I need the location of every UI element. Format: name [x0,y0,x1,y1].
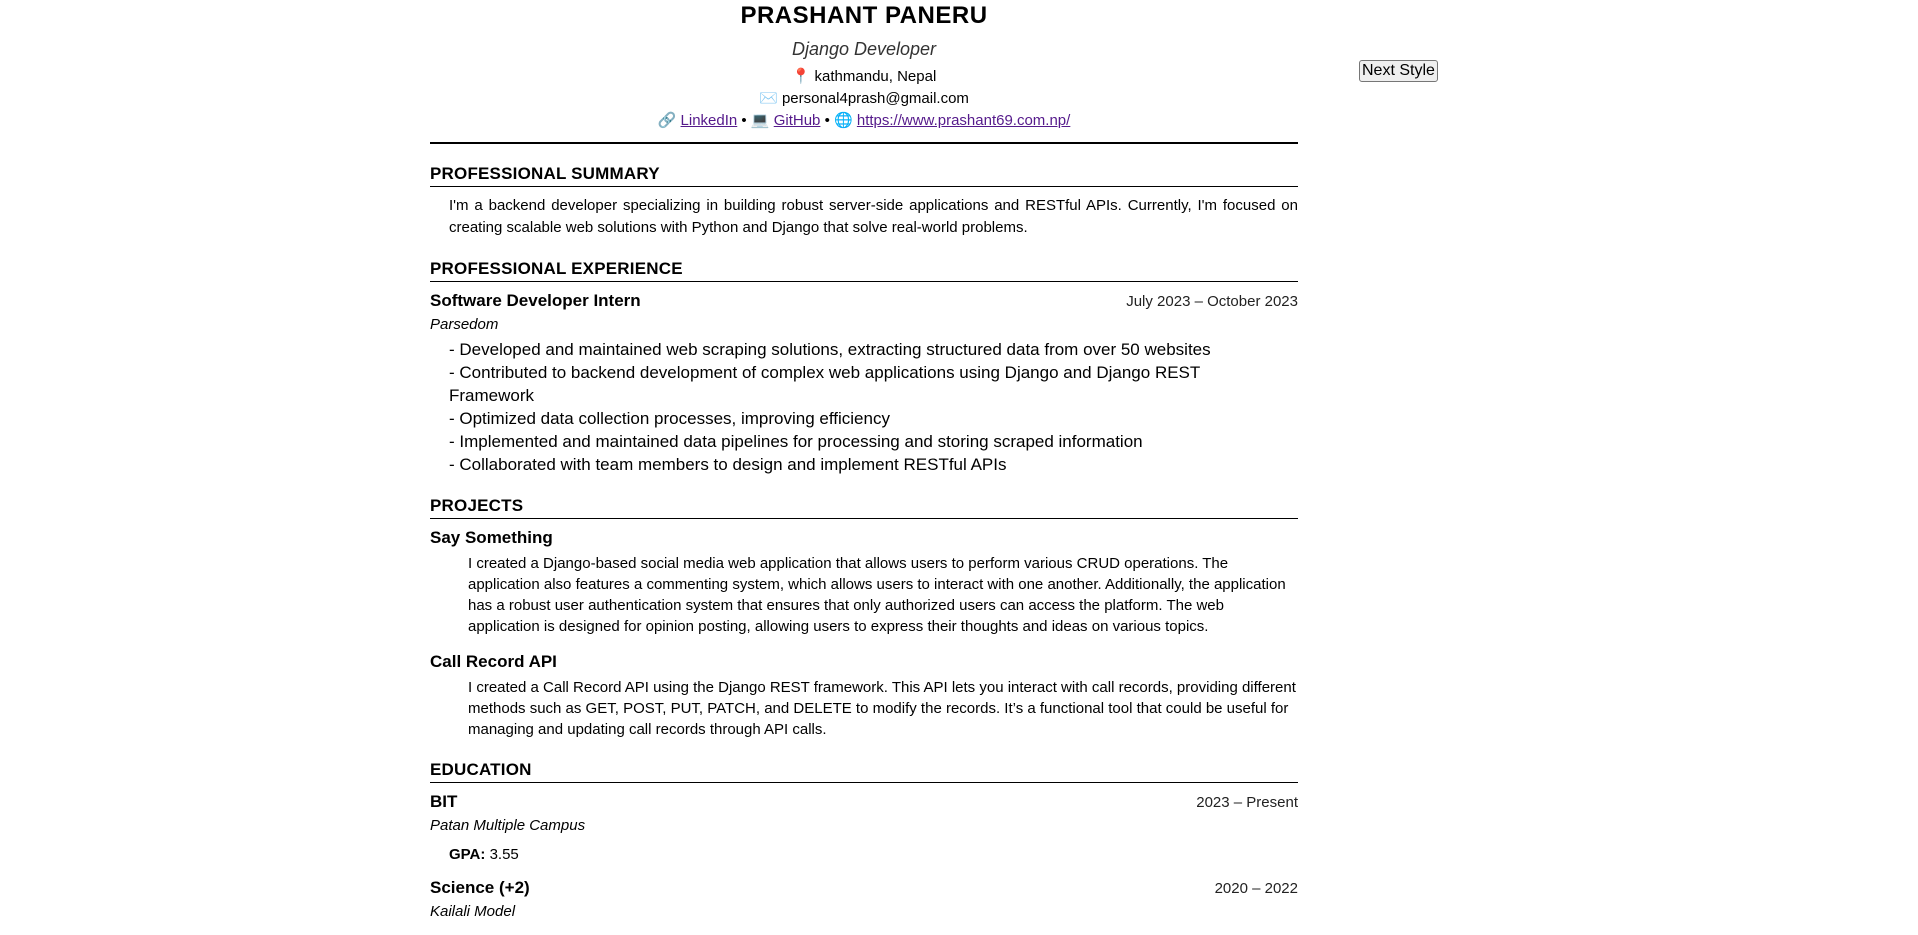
candidate-name: PRASHANT PANERU [740,2,988,29]
education-section [430,760,1298,923]
email-text: personal4prash@gmail.com [781,90,969,107]
location-pin-icon: 📍 [791,68,811,85]
links-line [430,110,1298,132]
summary-text: I'm a backend developer specializing in building robust server-side applications and RESTful APIs. Currently, I'm focused on creating scalable web solutions with Python and Django that solve real-world problems. [449,197,1298,236]
resume [430,0,1298,923]
education-heading: EDUCATION [430,760,1298,783]
envelope-icon: ✉️ [759,90,778,107]
job-bullets [449,338,1249,476]
job-bullet: - Developed and maintained web scraping solutions, extracting structured data from over 50 websites [449,340,1211,359]
email-line [430,88,1298,110]
location-line [430,66,1298,88]
job-header [430,290,1298,312]
school-name: Patan Multiple Campus [430,817,586,834]
job-entry [430,290,1298,476]
globe-icon: 🌐 [834,112,853,129]
gpa-line [449,845,1298,865]
github-link[interactable]: GitHub [773,112,821,129]
linkedin-link[interactable]: LinkedIn [680,112,738,129]
school-name: Kailali Model [430,903,516,920]
link-icon: 🔗 [657,112,677,129]
degree-name: Science (+2) [430,878,530,897]
education-header [430,877,1298,899]
education-entry [430,791,1298,865]
gpa-value: 3.55 [489,846,519,863]
project-description: I created a Django-based social media web application that allows users to perform various CRUD operations. The application also features a commenting system, which allows users to interact with one another. Additionally, the application has a robust user authentication system that ensures that only authorized users can access the platform. The web application is designed for opinion posting, allowing users to express their thoughts and ideas on various topics. [468,555,1286,635]
education-dates: 2020 – 2022 [1214,880,1298,897]
projects-heading: PROJECTS [430,496,1298,519]
project-description: I created a Call Record API using the Django REST framework. This API lets you interact with call records, providing different methods such as GET, POST, PUT, PATCH, and DELETE to modify the records. It’s a functional tool that could be useful for managing and updating call records through API calls. [468,679,1296,738]
experience-section [430,259,1298,476]
experience-heading: PROFESSIONAL EXPERIENCE [430,259,1298,282]
project-name: Say Something [430,528,553,547]
project-name: Call Record API [430,652,557,671]
candidate-role: Django Developer [791,39,937,59]
education-entry [430,877,1298,923]
next-style-button[interactable]: Next Style [1359,60,1438,82]
summary-heading: PROFESSIONAL SUMMARY [430,164,1298,187]
resume-header [430,0,1298,144]
job-title: Software Developer Intern [430,291,641,310]
projects-section [430,496,1298,740]
job-bullet: - Optimized data collection processes, improving efficiency [449,409,890,428]
education-dates: 2023 – Present [1196,794,1298,811]
job-dates: July 2023 – October 2023 [1126,293,1298,310]
project-entry [430,651,1298,740]
website-link[interactable]: https://www.prashant69.com.np/ [856,112,1071,129]
separator: • [824,112,830,129]
job-bullet: - Collaborated with team members to design and implement RESTful APIs [449,455,1007,474]
summary-section [430,164,1298,239]
gpa-label: GPA: [449,846,486,863]
degree-name: BIT [430,792,458,811]
location-text: kathmandu, Nepal [814,68,937,85]
company-name: Parsedom [430,316,499,333]
job-bullet: - Contributed to backend development of complex web applications using Django and Django REST Framework [449,363,1200,405]
separator: • [741,112,747,129]
job-bullet: - Implemented and maintained data pipelines for processing and storing scraped information [449,432,1143,451]
project-entry [430,527,1298,637]
laptop-icon: 💻 [750,112,770,129]
education-header [430,791,1298,813]
